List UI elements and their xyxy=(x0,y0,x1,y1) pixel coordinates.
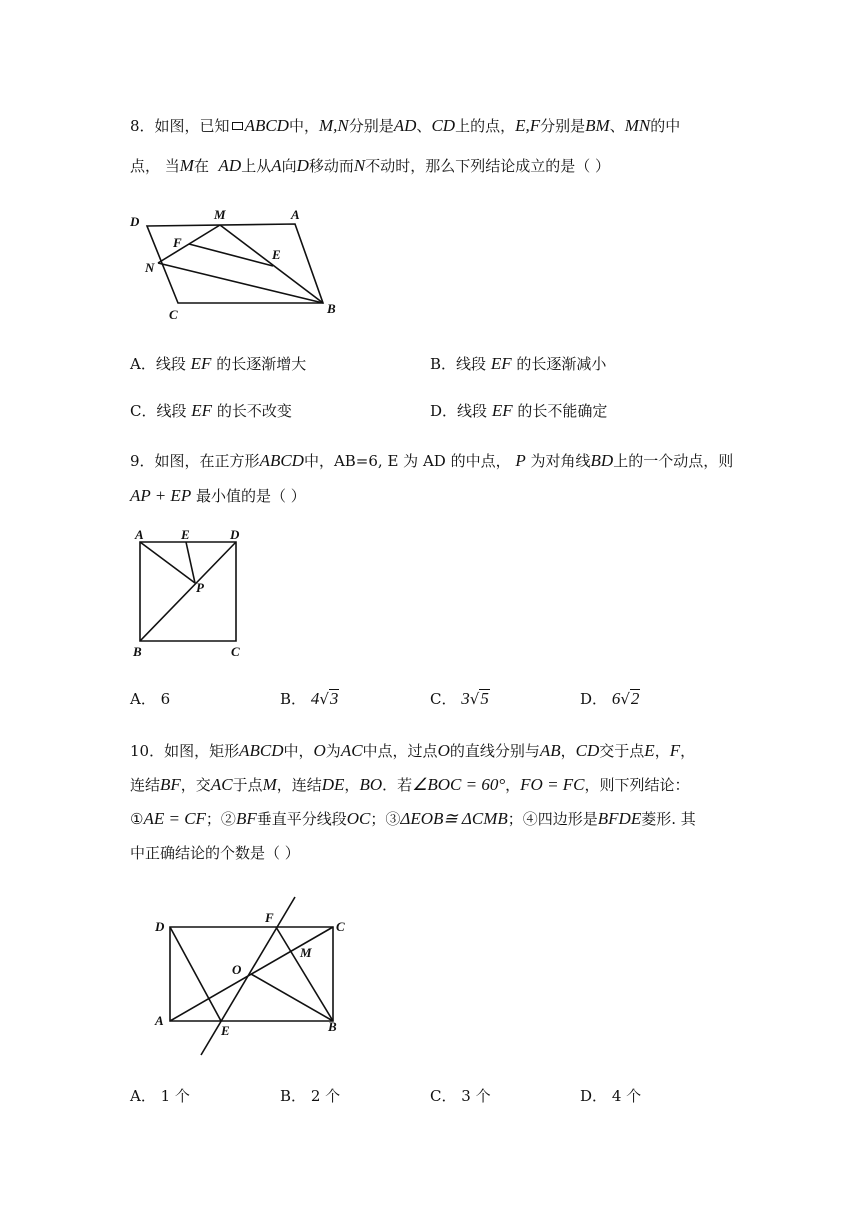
parallelogram-symbol xyxy=(232,122,243,130)
q10-line-4: 中正确结论的个数是（ ） xyxy=(130,844,300,862)
q9-option-b[interactable]: B． 4√3 xyxy=(280,689,339,708)
q10-option-d[interactable]: D． 4 个 xyxy=(580,1087,642,1105)
q8-option-d[interactable]: D．线段 EF 的长不能确定 xyxy=(430,401,608,420)
label-d: D xyxy=(230,527,240,542)
label-d: D xyxy=(130,214,140,229)
q8-option-b[interactable]: B．线段 EF 的长逐渐减小 xyxy=(430,354,607,373)
q9-option-a[interactable]: A． 6 xyxy=(130,690,171,708)
q10-l1-segment: 中点，过点 xyxy=(362,742,438,760)
q10-l1-segment: ， xyxy=(560,742,576,760)
sqrt-symbol: √ xyxy=(319,690,329,708)
q10-l1-segment: O xyxy=(313,741,326,760)
q10-l2-segment: ， xyxy=(505,776,521,794)
line-ef xyxy=(201,897,295,1055)
q10-l3-segment: BFDE xyxy=(597,809,642,828)
q10-rectangle-figure xyxy=(150,895,360,1060)
q10-l3-segment: OC xyxy=(346,809,371,828)
segment-nb xyxy=(158,263,323,303)
q10-l2-segment: FO = FC xyxy=(520,775,585,794)
label-p: P xyxy=(196,580,204,595)
q9-option-c[interactable]: C． 3√5 xyxy=(430,689,489,708)
q10-l3-segment: ① xyxy=(130,810,144,828)
q10-l1-segment: O xyxy=(437,741,450,760)
q10-l1-segment: 的直线分别与 xyxy=(449,742,540,760)
q10-l2-segment: BF xyxy=(160,775,181,794)
q10-l1-segment: ABCD xyxy=(239,741,284,760)
q10-l1-segment: 为 xyxy=(325,742,341,760)
q10-l3-segment: BF xyxy=(235,809,257,828)
q8-option-c[interactable]: C．线段 EF 的长不改变 xyxy=(130,401,292,420)
q10-l1-segment: ， xyxy=(680,742,696,760)
q10-l2-segment: 连结 xyxy=(130,776,161,794)
label-a: A xyxy=(135,527,144,542)
q8-number: 8． xyxy=(130,117,155,135)
label-o: O xyxy=(232,962,242,977)
label-b: B xyxy=(133,644,142,659)
q10-l1-segment: F xyxy=(669,741,681,760)
segment-bo xyxy=(251,974,333,1021)
q10-option-b[interactable]: B． 2 个 xyxy=(280,1087,341,1105)
label-c: C xyxy=(336,919,345,934)
label-a: A xyxy=(155,1013,164,1028)
q10-l3-segment: ；③ xyxy=(370,810,401,828)
q10-l3-segment: 垂直平分线段 xyxy=(256,810,347,828)
q10-option-c[interactable]: C． 3 个 xyxy=(430,1087,491,1105)
q10-l3-segment: ΔEOB≅ ΔCMB xyxy=(400,809,508,828)
q10-option-a[interactable]: A． 1 个 xyxy=(130,1087,190,1105)
q10-l3-segment: 菱形. 其 xyxy=(641,810,696,828)
q10-l2-segment: ．若 xyxy=(382,776,413,794)
label-e: E xyxy=(181,527,190,542)
label-n: N xyxy=(145,260,155,275)
q10-l1-segment: ， xyxy=(654,742,670,760)
label-m: M xyxy=(300,945,312,960)
label-f: F xyxy=(265,910,274,925)
q9-option-d[interactable]: D． 6√2 xyxy=(580,689,640,708)
q10-l2-segment: ，则下列结论： xyxy=(584,776,690,794)
q10-l2-segment: M xyxy=(262,775,277,794)
q10-l1-segment: E xyxy=(644,741,655,760)
q9-line-1: 9．如图，在正方形ABCD中，AB=6, E 为 AD 的中点， P 为对角线BD上的一个动点，则 xyxy=(130,451,734,470)
q10-line-3 xyxy=(130,808,696,830)
q8-line-2: 点， 当M在 AD上从A向D移动而N不动时，那么下列结论成立的是（ ） xyxy=(130,156,611,175)
q8-line-1: 8．如图，已知 ABCD中，M,N分别是AD、CD上的点，E,F分别是BM、MN的中 xyxy=(130,116,681,135)
label-c: C xyxy=(231,644,240,659)
q9-number: 9． xyxy=(130,452,155,470)
q10-l3-segment: ；② xyxy=(205,810,236,828)
q10-line-2-content xyxy=(130,776,690,794)
label-a: A xyxy=(291,207,300,222)
label-e: E xyxy=(272,247,281,262)
q10-number: 10． xyxy=(130,742,165,760)
q10-l2-segment: DE xyxy=(321,775,345,794)
q10-l3-segment: AE = CF xyxy=(143,809,206,828)
q10-l2-segment: ∠BOC = 60° xyxy=(412,775,506,794)
q10-l2-segment: ， xyxy=(344,776,360,794)
q10-line-2 xyxy=(130,774,690,796)
q10-line-1-content xyxy=(164,742,695,760)
sqrt-symbol: √ xyxy=(469,690,480,708)
q10-l1-segment: 交于点 xyxy=(599,742,645,760)
q10-l2-segment: ，连结 xyxy=(276,776,322,794)
label-e: E xyxy=(221,1023,230,1038)
q10-l2-segment: ，交 xyxy=(180,776,211,794)
diagonal-bd xyxy=(140,542,236,641)
q10-l2-segment: 于点 xyxy=(232,776,263,794)
sqrt-symbol: √ xyxy=(620,690,630,708)
q10-l2-segment: AC xyxy=(210,775,233,794)
q10-l1-segment: AB xyxy=(539,741,561,760)
q10-line-3-content xyxy=(130,810,696,828)
q8-parallelogram-figure xyxy=(125,200,355,325)
segment-bf xyxy=(276,927,333,1021)
label-f: F xyxy=(173,235,182,250)
q10-l1-segment: CD xyxy=(575,741,600,760)
q9-line-2: AP + EP 最小值的是（ ） xyxy=(130,486,306,505)
q10-l2-segment: BO xyxy=(359,775,383,794)
q8-option-a[interactable]: A．线段 EF 的长逐渐增大 xyxy=(130,354,307,373)
label-m: M xyxy=(214,207,226,222)
label-b: B xyxy=(328,1019,337,1034)
q10-line-1 xyxy=(130,740,695,762)
q10-l1-segment: 如图，矩形 xyxy=(164,742,240,760)
q10-l3-segment: ；④四边形是 xyxy=(507,810,598,828)
label-b: B xyxy=(327,301,336,316)
label-c: C xyxy=(169,307,178,322)
q10-l1-segment: 中， xyxy=(283,742,314,760)
q9-square-figure xyxy=(128,525,253,660)
label-d: D xyxy=(155,919,165,934)
segment-mn xyxy=(158,225,220,263)
q10-l1-segment: AC xyxy=(340,741,363,760)
